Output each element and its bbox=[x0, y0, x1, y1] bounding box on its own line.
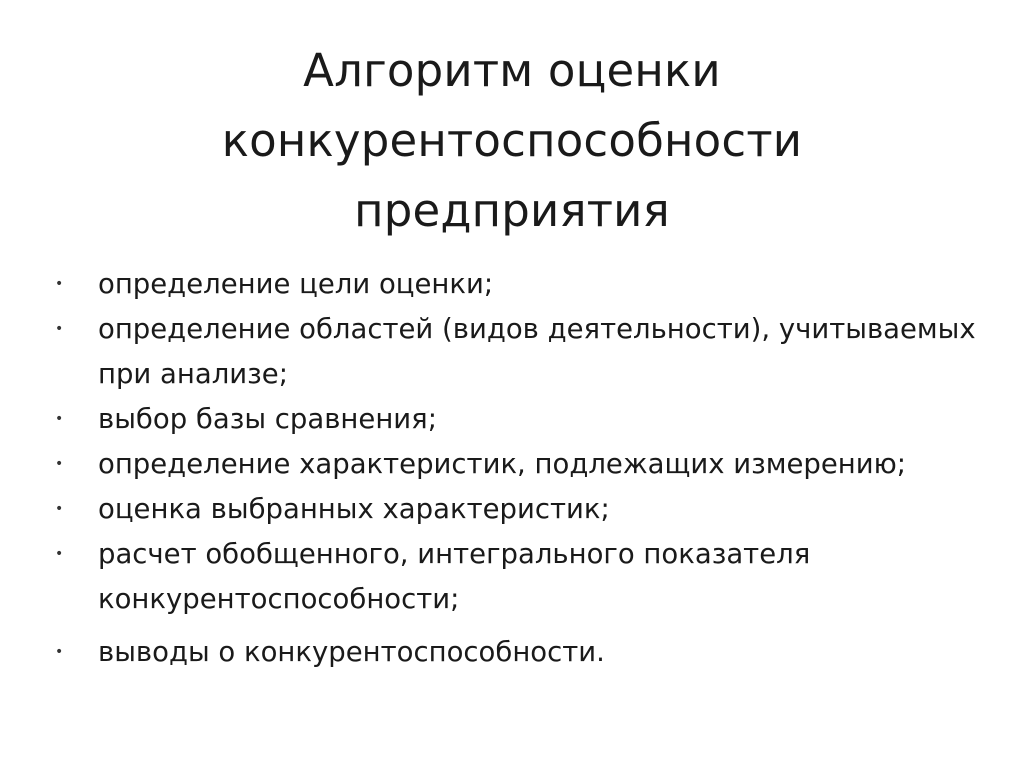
bullet-list bbox=[0, 262, 1024, 675]
title-line-3: предприятия bbox=[354, 184, 670, 237]
list-item bbox=[0, 487, 1024, 532]
bullet-icon: • bbox=[55, 411, 64, 427]
list-item-text: определение цели оценки; bbox=[98, 268, 494, 300]
list-item bbox=[0, 442, 1024, 487]
title-line-1: Алгоритм оценки bbox=[303, 44, 721, 97]
list-item bbox=[0, 262, 1024, 307]
bullet-icon: • bbox=[55, 644, 64, 660]
list-item bbox=[0, 532, 1024, 622]
list-item-text: выбор базы сравнения; bbox=[98, 403, 437, 435]
bullet-icon: • bbox=[55, 276, 64, 292]
list-item bbox=[0, 397, 1024, 442]
title-line-2: конкурентоспособности bbox=[221, 114, 803, 167]
list-item bbox=[0, 630, 1024, 675]
list-item-text: выводы о конкурентоспособности. bbox=[98, 636, 605, 668]
list-item-text: определение характеристик, подлежащих измерению; bbox=[98, 448, 907, 480]
bullet-icon: • bbox=[55, 501, 64, 517]
bullet-icon: • bbox=[55, 321, 64, 337]
list-item-text: расчет обобщенного, интегрального показателя конкурентоспособности; bbox=[98, 538, 811, 615]
list-item-text: определение областей (видов деятельности), учитываемых при анализе; bbox=[98, 313, 976, 390]
bullet-icon: • bbox=[55, 546, 64, 562]
list-item bbox=[0, 307, 1024, 397]
bullet-icon: • bbox=[55, 456, 64, 472]
slide-title bbox=[0, 36, 1024, 246]
list-item-text: оценка выбранных характеристик; bbox=[98, 493, 610, 525]
